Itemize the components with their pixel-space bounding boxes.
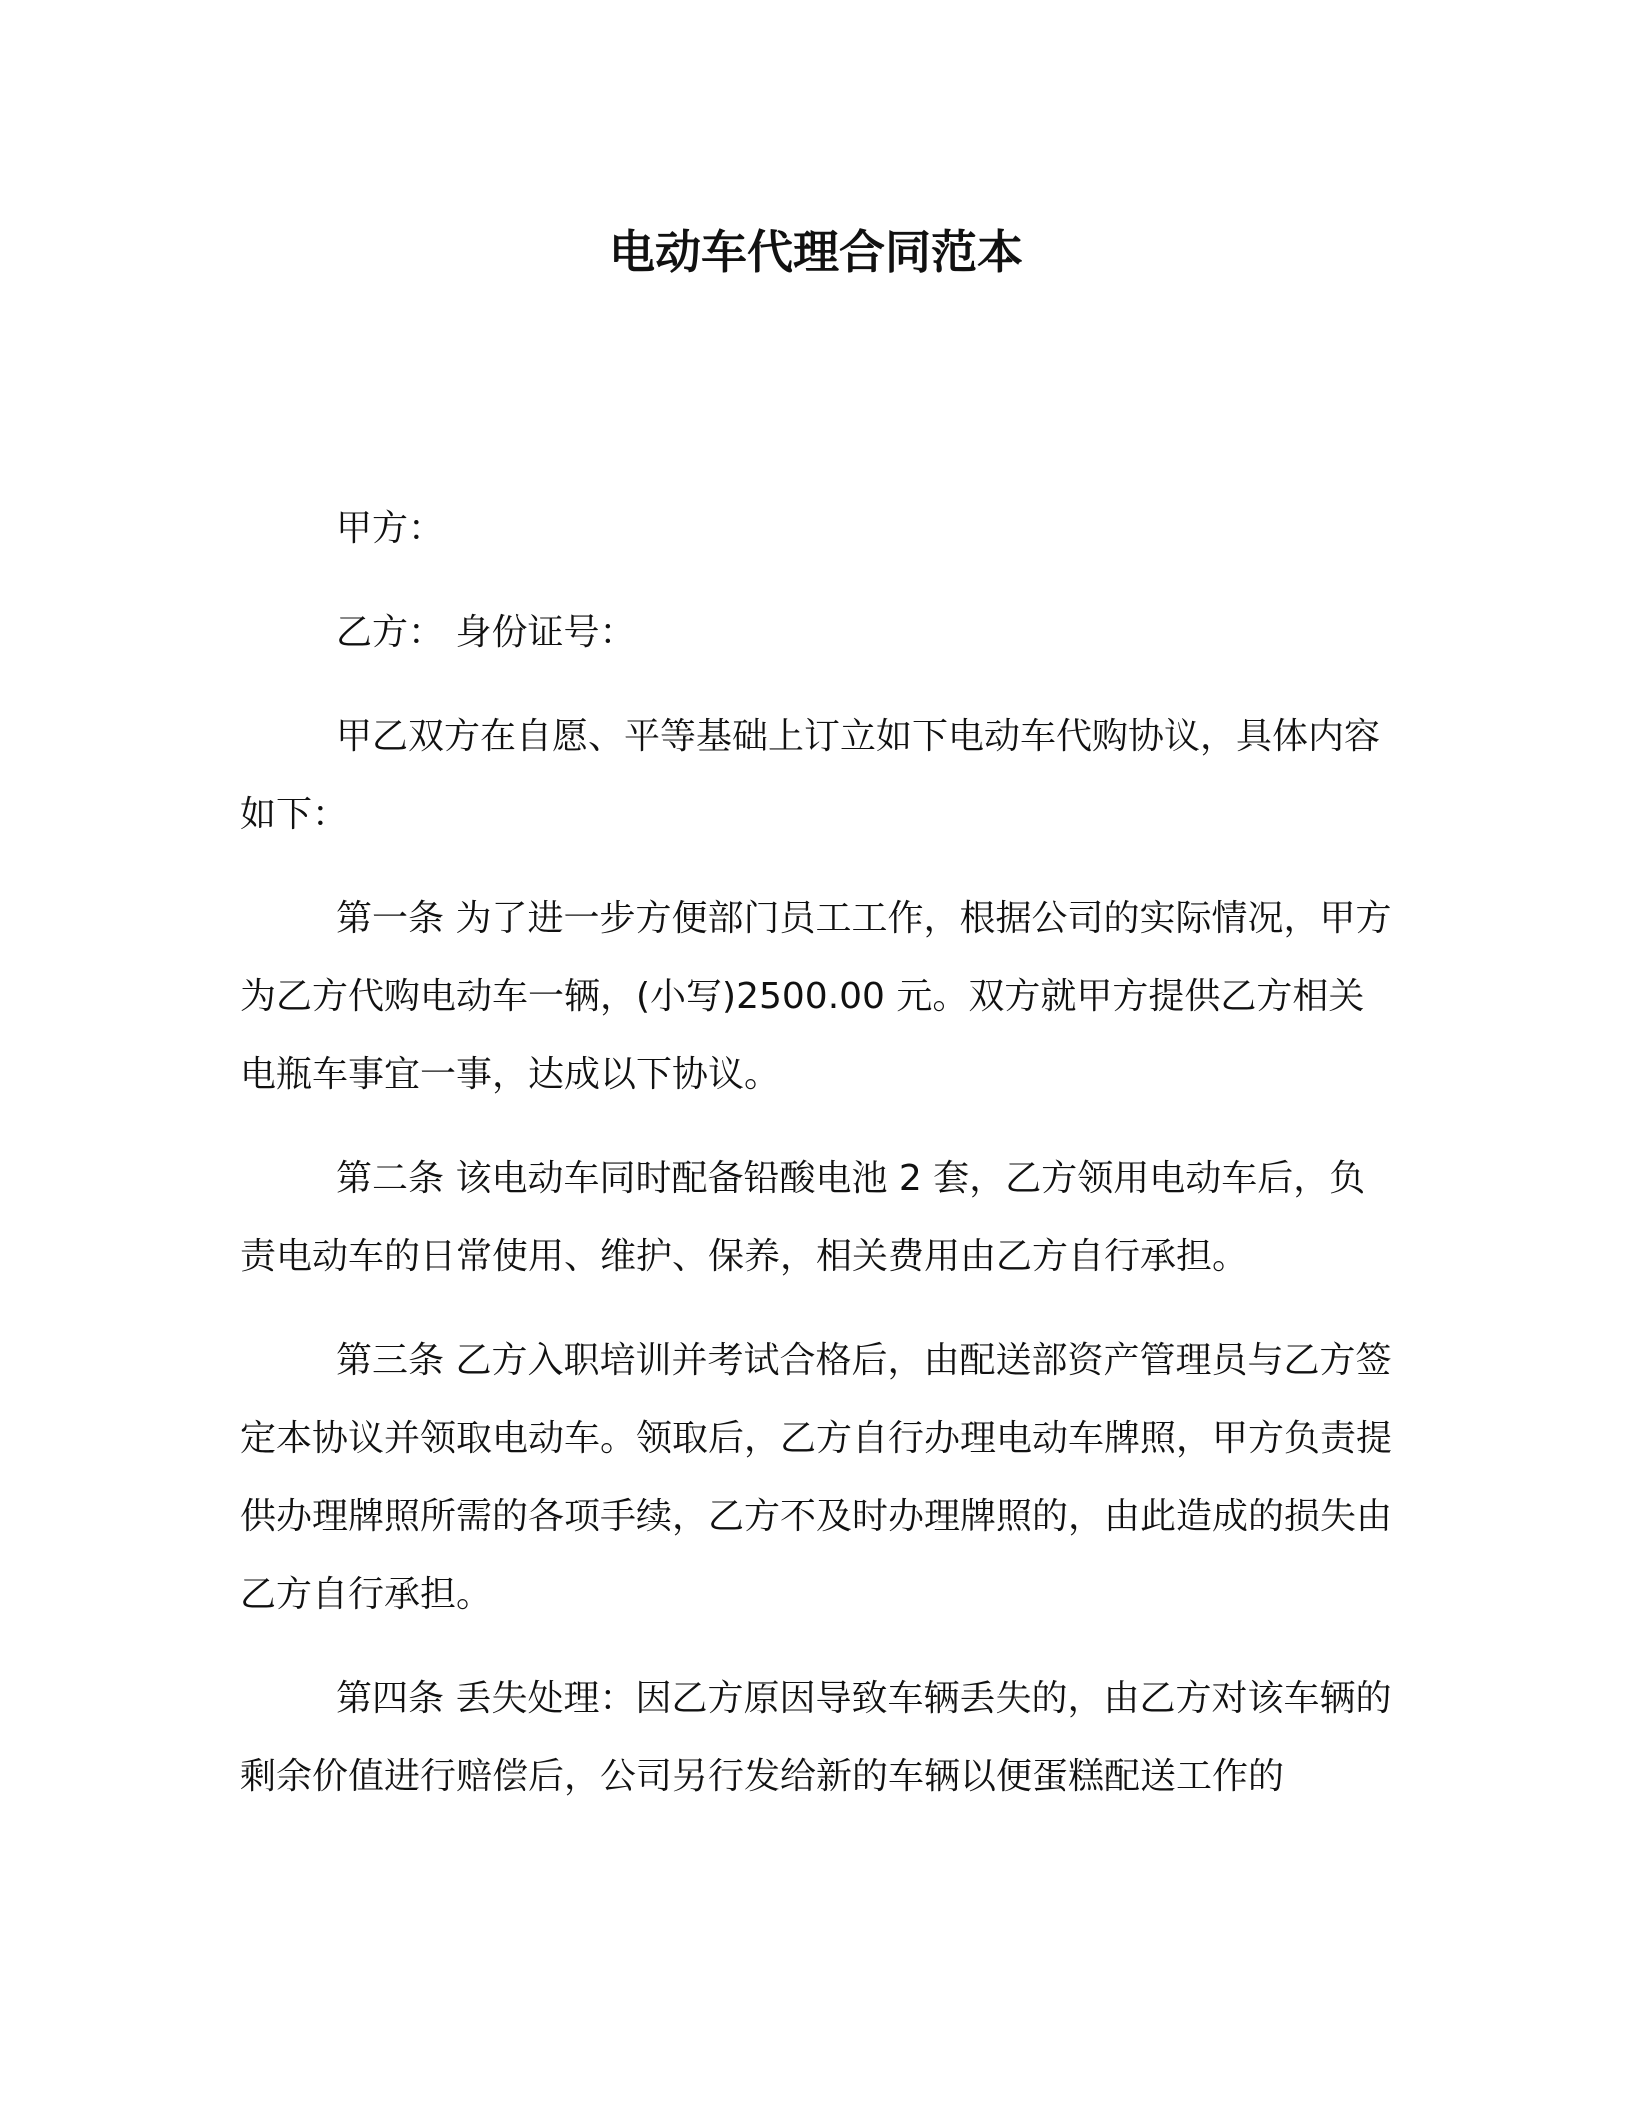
document-title: 电动车代理合同范本 bbox=[609, 225, 1023, 279]
intro-paragraph: 甲乙双方在自愿、平等基础上订立如下电动车代购协议，具体内容如下： bbox=[240, 716, 1381, 835]
article-3-paragraph: 第三条 乙方入职培训并考试合格后，由配送部资产管理员与乙方签定本协议并领取电动车。领取后，乙方自行办理电动车牌照，甲方负责提供办理牌照所需的各项手续，乙方不及时办理牌照的，由此造成的损失由乙方自行承担。 bbox=[240, 1340, 1393, 1615]
party-b-line: 乙方： 身份证号： bbox=[336, 612, 636, 653]
article-4-paragraph: 第四条 丢失处理：因乙方原因导致车辆丢失的，由乙方对该车辆的剩余价值进行赔偿后，公司另行发给新的车辆以便蛋糕配送工作的 bbox=[240, 1678, 1392, 1797]
article-1-paragraph: 第一条 为了进一步方便部门员工工作，根据公司的实际情况，甲方为乙方代购电动车一辆，(小写)2500.00 元。双方就甲方提供乙方相关电瓶车事宜一事，达成以下协议。 bbox=[240, 898, 1392, 1095]
document-body bbox=[240, 490, 1392, 1842]
article-2-paragraph: 第二条 该电动车同时配备铅酸电池 2 套，乙方领用电动车后，负责电动车的日常使用、维护、保养，相关费用由乙方自行承担。 bbox=[240, 1158, 1366, 1277]
party-a-line: 甲方： bbox=[336, 508, 445, 549]
